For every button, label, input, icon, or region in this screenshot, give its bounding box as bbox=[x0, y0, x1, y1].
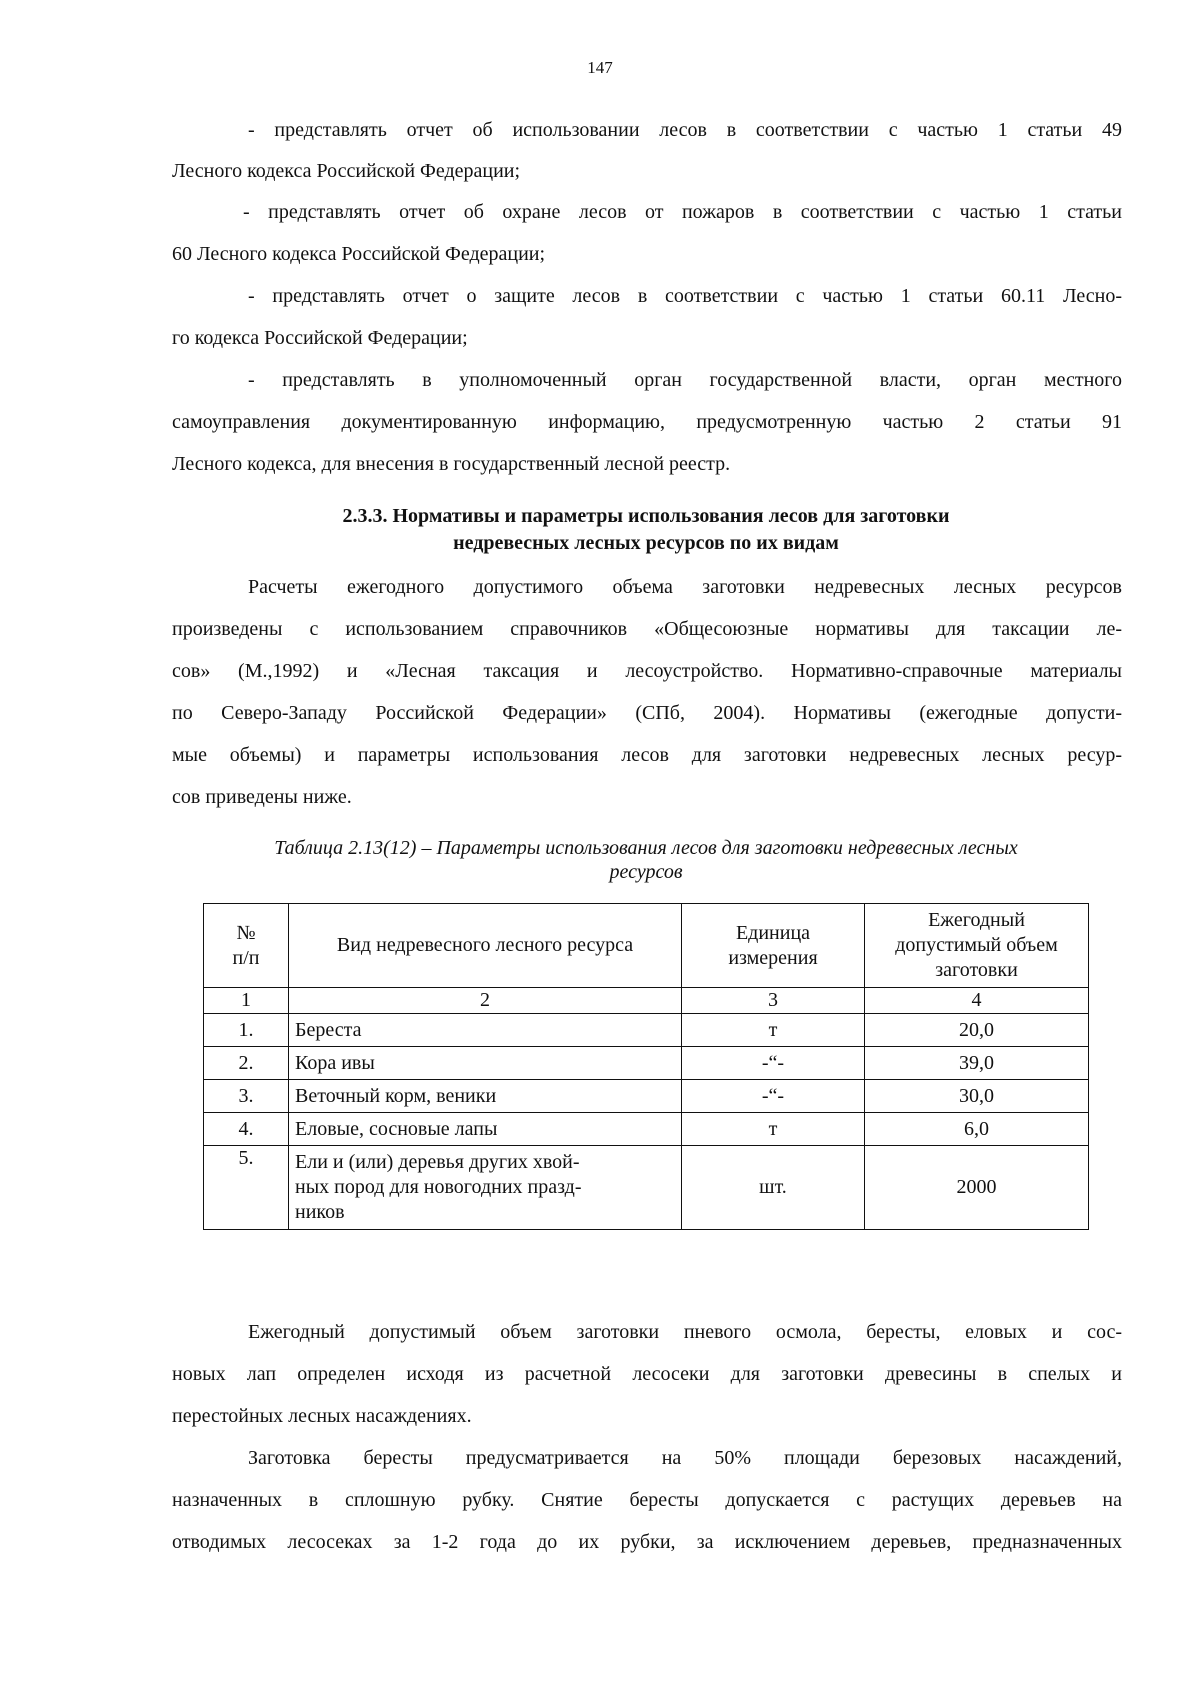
table-row bbox=[204, 1080, 1089, 1113]
bullet-3-line-1: - представлять отчет о защите лесов в соответствии с частью 1 статьи 60.11 Лесно- bbox=[248, 285, 1122, 307]
after1-line-1: Ежегодный допустимый объем заготовки пневого осмола, бересты, еловых и сос- bbox=[248, 1321, 1122, 1343]
after1-line-3: перестойных лесных насаждениях. bbox=[172, 1405, 472, 1427]
intro-line-1: Расчеты ежегодного допустимого объема заготовки недревесных лесных ресурсов bbox=[248, 576, 1122, 598]
table-index-row bbox=[204, 988, 1089, 1014]
cell-volume: 39,0 bbox=[865, 1047, 1089, 1080]
header-volume-line: заготовки bbox=[935, 959, 1018, 981]
index-cell: 4 bbox=[865, 988, 1089, 1014]
header-unit-line: измерения bbox=[728, 946, 818, 969]
header-num bbox=[204, 904, 289, 988]
cell-unit: -“- bbox=[682, 1047, 865, 1080]
bullet-1-line-2: Лесного кодекса Российской Федерации; bbox=[172, 160, 521, 182]
bullet-3-line-2: го кодекса Российской Федерации; bbox=[172, 327, 468, 349]
after2-line-1: Заготовка бересты предусматривается на 50% площади березовых насаждений, bbox=[248, 1447, 1122, 1469]
bullet-4-line-3: Лесного кодекса, для внесения в государственный лесной реестр. bbox=[172, 453, 731, 475]
parameters-table bbox=[203, 903, 1089, 1230]
after2-line-3: отводимых лесосеках за 1-2 года до их рубки, за исключением деревьев, предназначенных bbox=[172, 1531, 1122, 1553]
section-heading-line-2: недревесных лесных ресурсов по их видам bbox=[453, 532, 839, 554]
cell-num: 3. bbox=[204, 1080, 289, 1113]
intro-line-5: мые объемы) и параметры использования лесов для заготовки недревесных лесных ресур- bbox=[172, 744, 1122, 766]
cell-num: 5. bbox=[204, 1146, 289, 1230]
index-cell: 2 bbox=[289, 988, 682, 1014]
cell-type-line: Ели и (или) деревья других хвой- bbox=[295, 1151, 580, 1173]
after2-line-2: назначенных в сплошную рубку. Снятие бересты допускается с растущих деревьев на bbox=[172, 1489, 1122, 1511]
cell-type: Веточный корм, веники bbox=[289, 1080, 682, 1113]
index-cell: 3 bbox=[682, 988, 865, 1014]
table-row bbox=[204, 1146, 1089, 1230]
header-unit-line: Единица bbox=[735, 921, 811, 944]
table-row bbox=[204, 1047, 1089, 1080]
cell-type-line: ников bbox=[295, 1201, 345, 1223]
cell-unit: т bbox=[682, 1014, 865, 1047]
section-heading-line-1: 2.3.3. Нормативы и параметры использования лесов для заготовки bbox=[342, 505, 950, 527]
table-caption-line-1: Таблица 2.13(12) – Параметры использования лесов для заготовки недревесных лесных bbox=[274, 837, 1018, 859]
header-volume-line: допустимый объем bbox=[895, 934, 1058, 956]
cell-type: Еловые, сосновые лапы bbox=[289, 1113, 682, 1146]
header-num-line: № bbox=[236, 921, 256, 944]
cell-num: 4. bbox=[204, 1113, 289, 1146]
header-volume-line: Ежегодный bbox=[928, 909, 1025, 931]
header-type: Вид недревесного лесного ресурса bbox=[289, 904, 682, 988]
cell-type-line: ных пород для новогодних празд- bbox=[295, 1176, 582, 1198]
header-unit bbox=[682, 904, 865, 988]
table-caption-line-2: ресурсов bbox=[609, 861, 683, 883]
cell-num: 1. bbox=[204, 1014, 289, 1047]
cell-volume: 30,0 bbox=[865, 1080, 1089, 1113]
cell-volume: 6,0 bbox=[865, 1113, 1089, 1146]
cell-unit: -“- bbox=[682, 1080, 865, 1113]
cell-type bbox=[289, 1146, 682, 1230]
intro-line-3: сов» (М.,1992) и «Лесная таксация и лесоустройство. Нормативно-справочные материалы bbox=[172, 660, 1122, 682]
bullet-4-line-2: самоуправления документированную информацию, предусмотренную частью 2 статьи 91 bbox=[172, 411, 1122, 433]
header-num-line: п/п bbox=[232, 946, 260, 969]
table-row bbox=[204, 1014, 1089, 1047]
bullet-1-line-1: - представлять отчет об использовании лесов в соответствии с частью 1 статьи 49 bbox=[248, 119, 1122, 141]
cell-num: 2. bbox=[204, 1047, 289, 1080]
index-cell: 1 bbox=[204, 988, 289, 1014]
cell-type: Береста bbox=[289, 1014, 682, 1047]
after1-line-2: новых лап определен исходя из расчетной лесосеки для заготовки древесины в спелых и bbox=[172, 1363, 1122, 1385]
cell-volume: 20,0 bbox=[865, 1014, 1089, 1047]
table-row bbox=[204, 1113, 1089, 1146]
table-header-row bbox=[204, 904, 1089, 988]
intro-line-2: произведены с использованием справочников «Общесоюзные нормативы для таксации ле- bbox=[172, 618, 1122, 640]
cell-type: Кора ивы bbox=[289, 1047, 682, 1080]
cell-unit: т bbox=[682, 1113, 865, 1146]
cell-unit: шт. bbox=[682, 1146, 865, 1230]
bullet-2-line-1: - представлять отчет об охране лесов от пожаров в соответствии с частью 1 статьи bbox=[243, 201, 1122, 223]
cell-volume: 2000 bbox=[865, 1146, 1089, 1230]
intro-line-6: сов приведены ниже. bbox=[172, 786, 352, 808]
intro-line-4: по Северо-Западу Российской Федерации» (СПб, 2004). Нормативы (ежегодные допусти- bbox=[172, 702, 1122, 724]
bullet-4-line-1: - представлять в уполномоченный орган государственной власти, орган местного bbox=[248, 369, 1122, 391]
bullet-2-line-2: 60 Лесного кодекса Российской Федерации; bbox=[172, 243, 546, 265]
page-number: 147 bbox=[587, 58, 613, 77]
header-volume bbox=[865, 904, 1089, 988]
